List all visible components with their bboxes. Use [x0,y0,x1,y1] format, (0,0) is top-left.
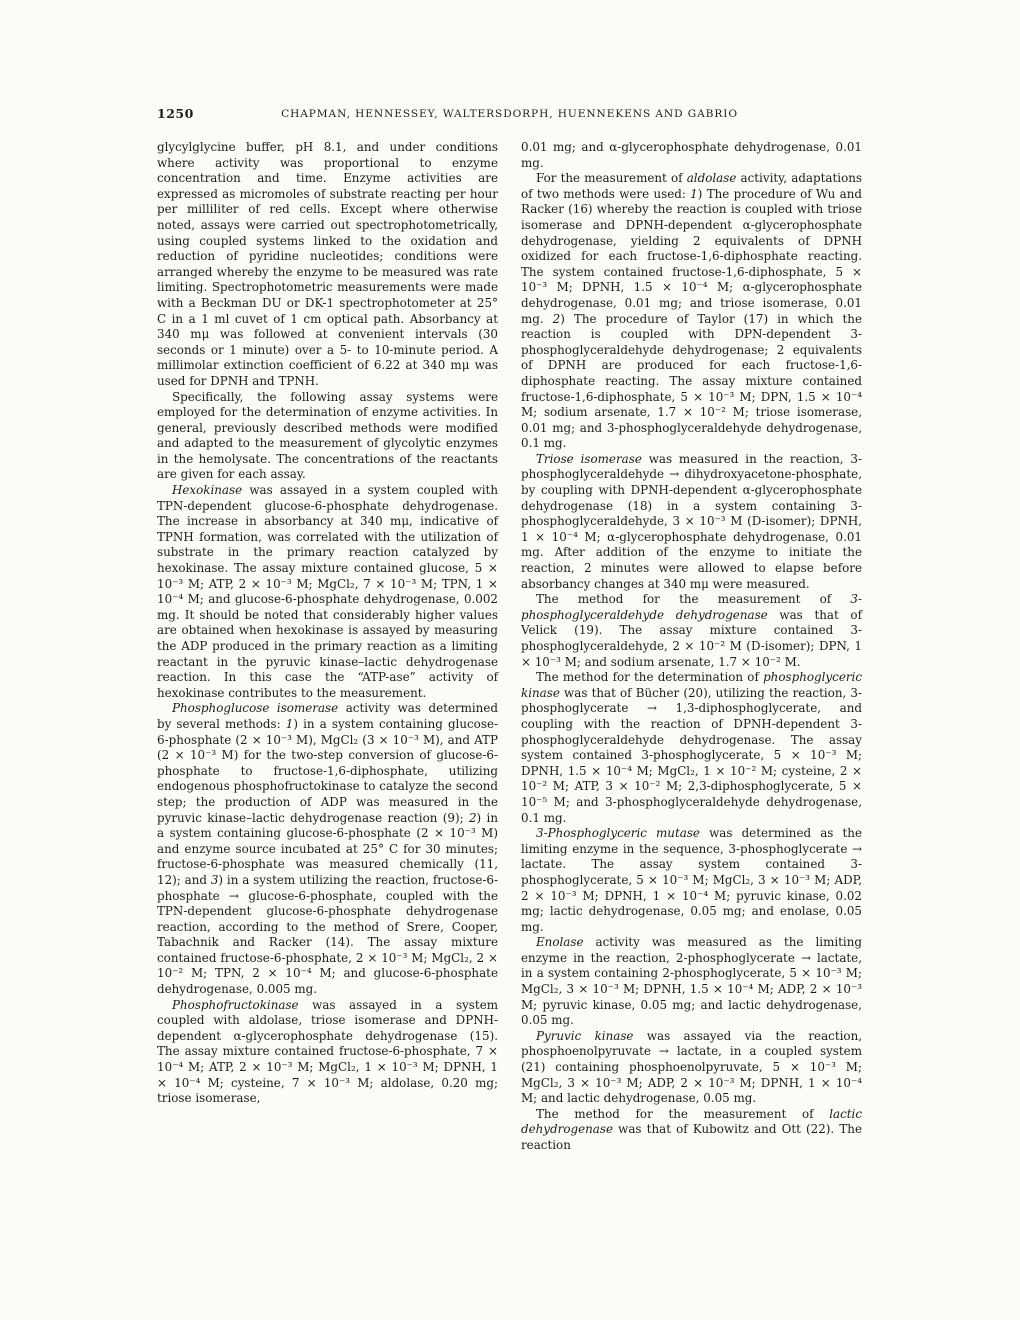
italic-term: Triose isomerase [536,451,642,466]
italic-term: 3-phosphoglyceraldehyde dehydrogenase [521,592,862,622]
italic-term: 3 [210,872,219,887]
body-text: was assayed in a system coupled with aldolase, triose isomerase and DPNH-dependent α-glycerophosphate dehydrogenase (15). The assay mixture contained fructose-6-phosphate, 7 × 10⁻⁴ M; ATP, 2 × 10⁻³ M; MgCl₂, 1 × 10⁻³ M; DPNH, 1 × 10⁻⁴ M; cysteine, 7 × 10⁻³ M; aldolase, 0.20 mg; triose isomerase, [157,997,498,1106]
paragraph [521,826,862,935]
right-column [521,140,862,1154]
italic-term: 2 [468,810,477,825]
body-text: For the measurement of [536,171,687,186]
body-text: The method for the measurement of [536,592,851,607]
body-text: ) The procedure of Wu and Racker (16) whereby the reaction is coupled with triose isomerase and DPNH-dependent α-glycerophosphate dehydrogenase, yielding 2 equivalents of DPNH oxidized for each fructose-1,6-diphosphate reacting. The system contained fructose-1,6-diphosphate, 5 × 10⁻³ M; DPNH, 1.5 × 10⁻⁴ M; α-glycerophosphate dehydrogenase, 0.01 mg; and triose isomerase, 0.01 mg. [521,186,862,326]
body-text: ) in a system utilizing the reaction, fructose-6-phosphate → glucose-6-phosphate, coupled with the TPN-dependent glucose-6-phosphate dehydrogenase reaction, according to the method of Srere, Cooper, Tabachnik and Racker (14). The assay mixture contained fructose-6-phosphate, 2 × 10⁻³ M; MgCl₂, 2 × 10⁻² M; TPN, 2 × 10⁻⁴ M; and glucose-6-phosphate dehydrogenase, 0.005 mg. [157,872,498,997]
body-text: Specifically, the following assay systems were employed for the determination of enzyme activities. In general, previously described methods were modified and adapted to the measurement of glycolytic enzymes in the hemolysate. The concentrations of the reactants are given for each assay. [157,389,498,482]
body-text: ) in a system containing glucose-6-phosphate (2 × 10⁻³ M), MgCl₂ (3 × 10⁻³ M), and ATP (2 × 10⁻³ M) for the two-step conversion of glucose-6-phosphate to fructose-1,6-diphosphate, utilizing endogenous phosphofructokinase to catalyze the second step; the production of ADP was measured in the pyruvic kinase–lactic dehydrogenase reaction (9); [157,716,498,825]
body-text: was measured in the reaction, 3-phosphoglyceraldehyde → dihydroxyacetone-phosphate, by coupling with DPNH-dependent α-glycerophosphate dehydrogenase (18) in a system containing 3-phosphoglyceraldehyde, 3 × 10⁻³ M (D-isomer); DPNH, 1 × 10⁻⁴ M; α-glycerophosphate dehydrogenase, 0.01 mg. After addition of the enzyme to initiate the reaction, 2 minutes were allowed to elapse before absorbancy changes at 340 mμ were measured. [521,451,862,591]
italic-term: lactic dehydrogenase [521,1106,862,1137]
italic-term: Pyruvic kinase [536,1028,634,1043]
paragraph [157,140,498,390]
body-text: was determined as the limiting enzyme in the sequence, 3-phosphoglycerate → lactate. The assay system contained 3-phosphoglycerate, 5 × 10⁻³ M; MgCl₂, 3 × 10⁻³ M; ADP, 2 × 10⁻³ M; DPNH, 1 × 10⁻⁴ M; pyruvic kinase, 0.02 mg; lactic dehydrogenase, 0.05 mg; and enolase, 0.05 mg. [521,826,862,934]
paragraph [521,592,862,670]
page-number: 1250 [157,106,194,121]
paragraph [521,452,862,592]
paragraph [521,935,862,1029]
paragraph [521,171,862,452]
paragraph [157,701,498,997]
running-title: CHAPMAN, HENNESSEY, WALTERSDORPH, HUENNEKENS AND GABRIO [281,108,738,120]
paragraph [157,483,498,701]
paragraph [157,390,498,484]
italic-term: phosphoglyceric kinase [521,670,862,700]
page-header [157,106,862,126]
left-column [157,140,498,1154]
body-text: The method for the measurement of [536,1106,830,1121]
italic-term: Hexokinase [172,483,243,498]
body-text: glycylglycine buffer, pH 8.1, and under conditions where activity was proportional to enzyme concentration and time. Enzyme activities are expressed as micromoles of substrate reacting per hour per milliliter of red cells. Except where otherwise noted, assays were carried out spectrophotometrically, using coupled systems linked to the oxidation and reduction of pyridine nucleotides; conditions were arranged whereby the enzyme to be measured was rate limiting. Spectrophotometric measurements were made with a Beckman DU or DK-1 spectrophotometer at 25° C in a 1 ml cuvet of 1 cm optical path. Absorbancy at 340 mμ was followed at convenient intervals (30 seconds or 1 minute) over a 5- to 10-minute period. A millimolar extinction coefficient of 6.22 at 340 mμ was used for DPNH and TPNH. [157,140,498,388]
italic-term: Enolase [536,935,584,950]
body-text: activity, adaptations of two methods were used: [521,171,862,201]
paragraph [521,140,862,171]
text-columns [157,140,862,1154]
italic-term: Phosphoglucose isomerase [172,701,339,716]
paragraph [521,670,862,826]
italic-term: 2 [552,311,561,326]
italic-term: Phosphofructokinase [172,997,299,1012]
italic-term: 1 [285,716,294,731]
body-text: was assayed in a system coupled with TPN-dependent glucose-6-phosphate dehydrogenase. The increase in absorbancy at 340 mμ, indicative of TPNH formation, was correlated with the utilization of substrate in the primary reaction catalyzed by hexokinase. The assay mixture contained glucose, 5 × 10⁻³ M; ATP, 2 × 10⁻³ M; MgCl₂, 7 × 10⁻³ M; TPN, 1 × 10⁻⁴ M; and glucose-6-phosphate dehydrogenase, 0.002 mg. It should be noted that considerably higher values are obtained when hexokinase is assayed by measuring the ADP produced in the primary reaction as a limiting reactant in the pyruvic kinase–lactic dehydrogenase reaction. In this case the “ATP-ase” activity of hexokinase contributes to the measurement. [157,483,498,700]
italic-term: 3-Phosphoglyceric mutase [536,826,700,841]
body-text: was assayed via the reaction, phosphoenolpyruvate → lactate, in a coupled system (21) containing phosphoenolpyruvate, 5 × 10⁻³ M; MgCl₂, 3 × 10⁻³ M; ADP, 2 × 10⁻³ M; DPNH, 1 × 10⁻⁴ M; and lactic dehydrogenase, 0.05 mg. [521,1028,863,1106]
paragraph [157,998,498,1107]
body-text: ) The procedure of Taylor (17) in which the reaction is coupled with DPN-dependent 3-phosphoglyceraldehyde dehydrogenase; 2 equivalents of DPNH are produced for each fructose-1,6-diphosphate reacting. The assay mixture contained fructose-1,6-diphosphate, 5 × 10⁻³ M; DPN, 1.5 × 10⁻⁴ M; sodium arsenate, 1.7 × 10⁻² M; triose isomerase, 0.01 mg; and 3-phosphoglyceraldehyde dehydrogenase, 0.1 mg. [521,311,862,451]
body-text: activity was determined by several methods: [157,701,498,731]
body-text: The method for the determination of [536,670,764,685]
italic-term: aldolase [686,171,737,186]
italic-term: 1 [690,186,698,201]
paragraph [521,1029,862,1107]
paragraph [521,1107,862,1154]
body-text: ) in a system containing glucose-6-phosphate (2 × 10⁻³ M) and enzyme source incubated at 25° C for 30 minutes; fructose-6-phosphate was measured chemically (11, 12); and [157,810,498,887]
body-text: was that of Kubowitz and Ott (22). The reaction [521,1122,862,1152]
body-text: 0.01 mg; and α-glycerophosphate dehydrogenase, 0.01 mg. [521,140,862,170]
body-text: activity was measured as the limiting enzyme in the reaction, 2-phosphoglycerate → lactate, in a system containing 2-phosphoglycerate, 5 × 10⁻³ M; MgCl₂, 3 × 10⁻³ M; DPNH, 1.5 × 10⁻⁴ M; ADP, 2 × 10⁻³ M; pyruvic kinase, 0.05 mg; and lactic dehydrogenase, 0.05 mg. [521,935,862,1028]
body-text: was that of Bücher (20), utilizing the reaction, 3-phosphoglycerate → 1,3-diphosphoglycerate, and coupling with the reaction of DPNH-dependent 3-phosphoglyceraldehyde dehydrogenase. The assay system contained 3-phosphoglycerate, 5 × 10⁻³ M; DPNH, 1.5 × 10⁻⁴ M; MgCl₂, 1 × 10⁻² M; cysteine, 2 × 10⁻² M; ATP, 3 × 10⁻² M; 2,3-diphosphoglycerate, 5 × 10⁻⁵ M; and 3-phosphoglyceraldehyde dehydrogenase, 0.1 mg. [521,685,862,825]
body-text: was that of Velick (19). The assay mixture contained 3-phosphoglyceraldehyde, 2 × 10⁻² M (D-isomer); DPN, 1 × 10⁻³ M; and sodium arsenate, 1.7 × 10⁻² M. [521,607,862,669]
